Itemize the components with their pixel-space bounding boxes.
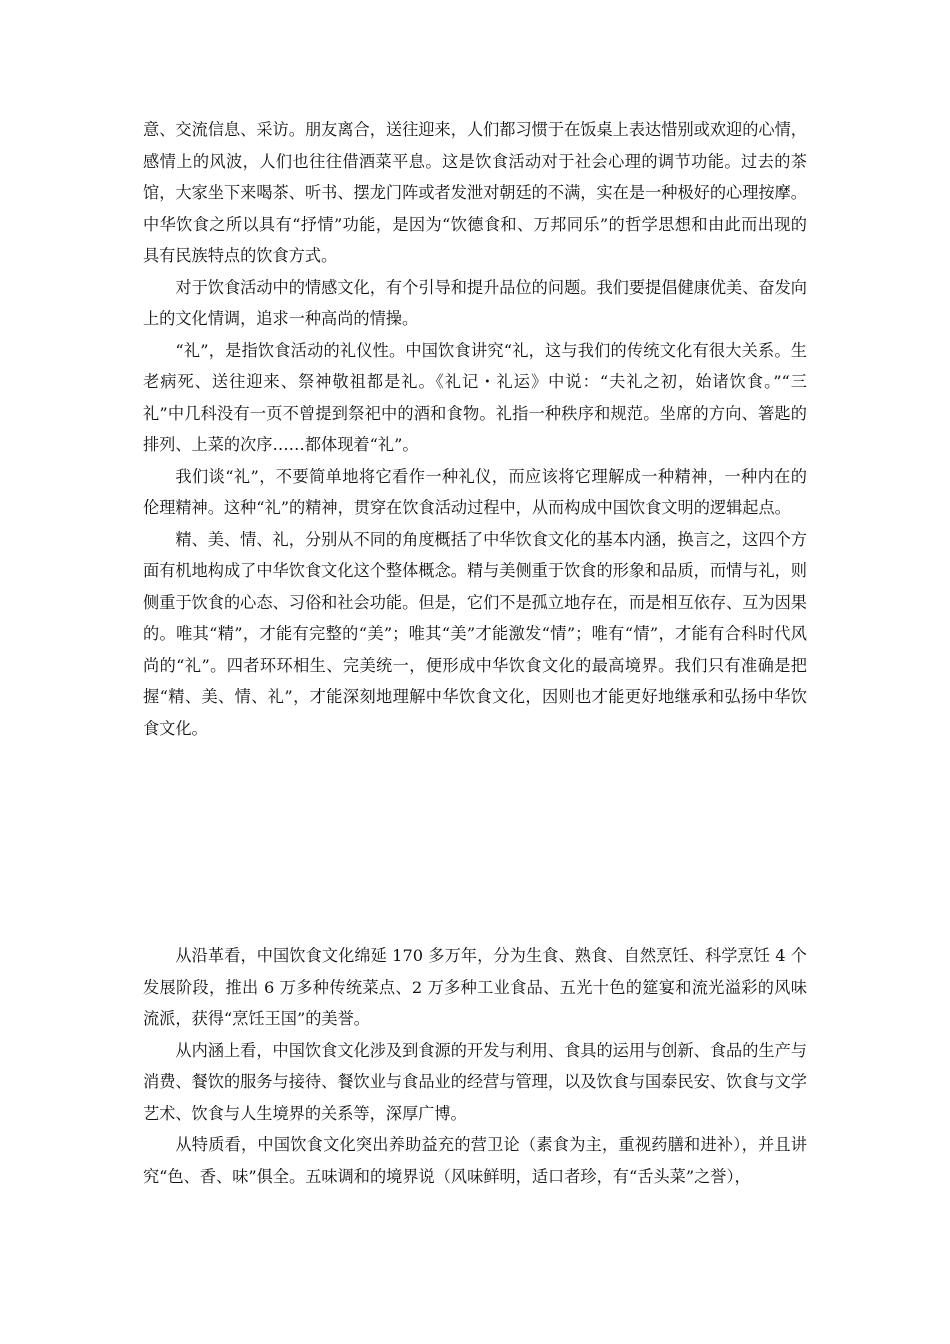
section-1	[143, 114, 807, 744]
paragraph-1-4: 我们谈“礼”，不要简单地将它看作一种礼仪，而应该将它理解成一种精神，一种内在的伦理精神。这种“礼”的精神，贯穿在饮食活动过程中，从而构成中国饮食文明的逻辑起点。	[143, 466, 807, 517]
paragraph-2-3: 从特质看，中国饮食文化突出养助益充的营卫论（素食为主，重视药膳和进补），并且讲究“色、香、味”俱全。五味调和的境界说（风味鲜明，适口者珍，有“舌头菜”之誉），	[143, 1135, 807, 1186]
paragraph-1-3: “礼”，是指饮食活动的礼仪性。中国饮食讲究“礼，这与我们的传统文化有很大关系。生老病死、送往迎来、祭神敬祖都是礼。《礼记・礼运》中说：“夫礼之初，始诸饮食。”“三礼”中几科没有一页不曾提到祭祀中的酒和食物。礼指一种秩序和规范。坐席的方向、箸匙的排列、上菜的次序……都体现着“礼”。	[143, 340, 807, 454]
paragraph-1-2: 对于饮食活动中的情感文化，有个引导和提升品位的问题。我们要提倡健康优美、奋发向上的文化情调，追求一种高尚的情操。	[143, 277, 807, 328]
section-2	[143, 940, 807, 1192]
paragraph-2-2: 从内涵上看，中国饮食文化涉及到食源的开发与利用、食具的运用与创新、食品的生产与消费、餐饮的服务与接待、餐饮业与食品业的经营与管理，以及饮食与国泰民安、饮食与文学艺术、饮食与人生境界的关系等，深厚广博。	[143, 1040, 807, 1123]
paragraph-1-1: 意、交流信息、采访。朋友离合，送往迎来，人们都习惯于在饭桌上表达惜别或欢迎的心情，感情上的风波，人们也往往借酒菜平息。这是饮食活动对于社会心理的调节功能。过去的茶馆，大家坐下来喝茶、听书、摆龙门阵或者发泄对朝廷的不满，实在是一种极好的心理按摩。中华饮食之所以具有“抒情”功能，是因为“饮德食和、万邦同乐”的哲学思想和由此而出现的具有民族特点的饮食方式。	[143, 120, 807, 265]
paragraph-2-1: 从沿革看，中国饮食文化绵延 170 多万年，分为生食、熟食、自然烹饪、科学烹饪 4 个发展阶段，推出 6 万多种传统菜点、2 万多种工业食品、五光十色的筵宴和流光溢彩的风味流派，获得“烹饪王国”的美誉。	[143, 946, 807, 1028]
paragraph-1-5: 精、美、情、礼，分别从不同的角度概括了中华饮食文化的基本内涵，换言之，这四个方面有机地构成了中华饮食文化这个整体概念。精与美侧重于饮食的形象和品质，而情与礼，则侧重于饮食的心态、习俗和社会功能。但是，它们不是孤立地存在，而是相互依存、互为因果的。唯其“精”，才能有完整的“美”；唯其“美”才能激发“情”；唯有“情”，才能有合科时代风尚的“礼”。四者环环相生、完美统一，便形成中华饮食文化的最高境界。我们只有准确是把握“精、美、情、礼”，才能深刻地理解中华饮食文化，因则也才能更好地继承和弘扬中华饮食文化。	[143, 529, 807, 738]
